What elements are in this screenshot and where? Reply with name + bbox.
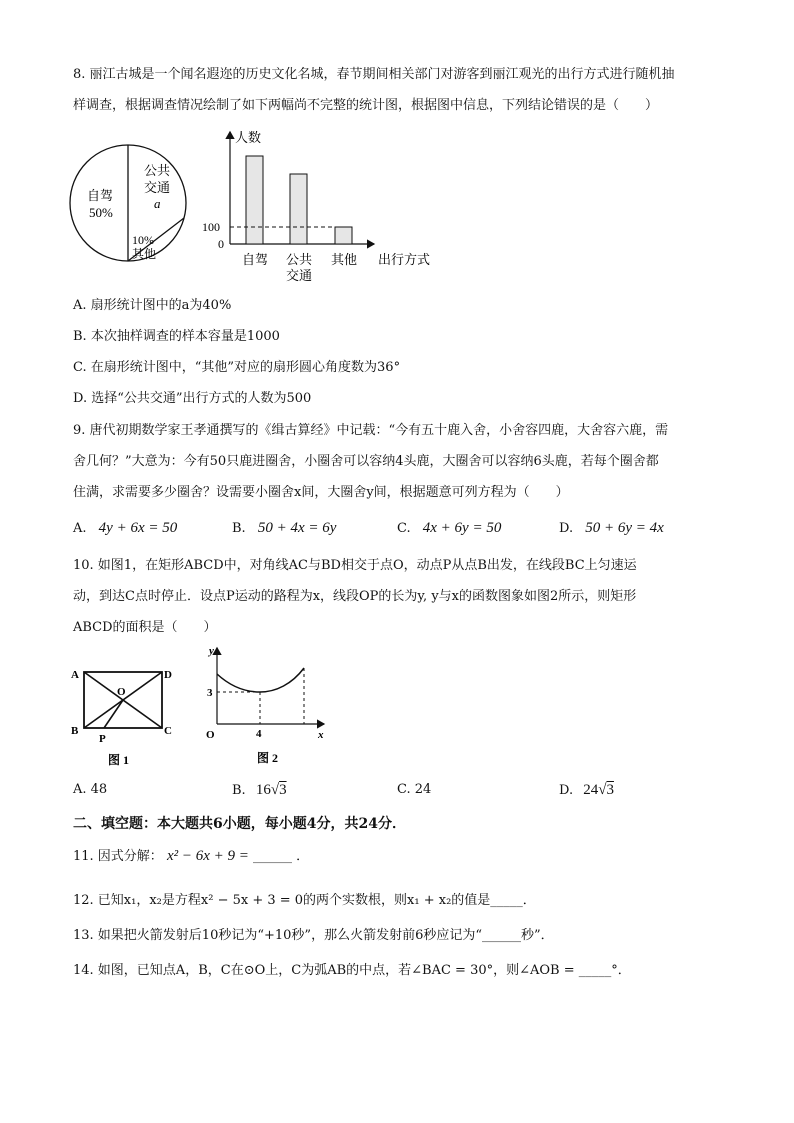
q10-option-c: C. 24 (397, 782, 432, 797)
sqrt-icon: √ (598, 782, 607, 798)
q10-option-b (232, 781, 287, 800)
q8-stem-line1: 8. 丽江古城是一个闻名遐迩的历史文化名城，春节期间相关部门对游客到丽江观光的出行方式进行随机抽 (73, 67, 675, 82)
q9-option-c (397, 519, 501, 538)
q9-option-a-label: A. (73, 521, 87, 536)
q9-option-b (232, 519, 336, 538)
q14-line: 14. 如图，已知点A，B，C在⊙O上，C为弧AB的中点，若∠BAC = 30°，则∠AOB = _____°． (73, 963, 631, 978)
q10-option-d-label: D. (559, 783, 574, 798)
q9-option-b-equation: 50 + 4x = 6y (257, 520, 337, 536)
q10-option-b-label: B. (232, 783, 246, 798)
bar-cat-other: 其他 (331, 252, 358, 267)
bar-tick-0: 0 (218, 237, 224, 251)
q12-line: 12. 已知x₁，x₂是方程x² − 5x + 3 = 0的两个实数根，则x₁ + x₂的值是_____． (73, 893, 536, 908)
fig2-caption: 图 2 (257, 751, 279, 765)
fig1-label-p: P (99, 733, 106, 745)
pie-label-other-pct: 10% (132, 233, 154, 247)
q11-expression: x² − 6x + 9 = (166, 848, 249, 864)
q9-option-d-label: D. (559, 521, 574, 536)
sqrt-icon: √ (270, 782, 280, 798)
pie-label-public-1: 公共 (144, 163, 171, 178)
q10-option-b-radicand: 3 (279, 782, 287, 798)
q9-option-a-equation: 4y + 6x = 50 (98, 520, 178, 536)
fig2-tick-3: 3 (207, 687, 213, 699)
pie-label-self-pct: 50% (89, 205, 113, 220)
q10-option-a: A. 48 (73, 782, 108, 797)
pie-label-self: 自驾 (87, 188, 114, 203)
fig2-label-y: y (209, 645, 214, 657)
q8-bar-chart (196, 126, 446, 288)
q8-option-c: C. 在扇形统计图中，“其他”对应的扇形圆心角度数为36° (73, 360, 401, 375)
bar-y-label: 人数 (235, 130, 262, 145)
fig1-label-d: D (164, 669, 172, 681)
q9-stem-line2: 舍几何？”大意为：今有50只鹿进圈舍，小圈舍可以容纳4头鹿，大圈舍可以容纳6头鹿，若每个圈舍都 (73, 454, 659, 469)
fig1-caption: 图 1 (108, 753, 130, 767)
q10-stem-line3: ABCD的面积是（ ） (73, 620, 217, 635)
q8-option-b: B. 本次抽样调查的样本容量是1000 (73, 329, 280, 344)
q8-stem-line2: 样调查，根据调查情况绘制了如下两幅尚不完整的统计图，根据图中信息，下列结论错误的是（ ） (73, 98, 659, 113)
fig1-label-c: C (164, 725, 172, 737)
q11-blank: ______ (253, 849, 293, 864)
bar-cat-self: 自驾 (242, 252, 269, 267)
q11-prefix: 11. 因式分解： (73, 849, 163, 864)
q10-option-b-value: 16 (255, 782, 271, 798)
fig1-segment-op (104, 700, 123, 728)
q10-stem-line2: 动，到达C点时停止．设点P运动的路程为x，线段OP的长为y, y与x的函数图象如图2所示，则矩形 (73, 589, 637, 604)
q8-option-a: A. 扇形统计图中的a为40% (73, 298, 232, 313)
bar-cat-public-1: 公共 (286, 252, 313, 267)
bar-other (335, 227, 352, 244)
bar-x-label: 出行方式 (378, 252, 431, 267)
q9-option-d-equation: 50 + 6y = 4x (585, 520, 664, 536)
q10-option-d-radicand: 3 (606, 782, 614, 798)
q9-option-c-equation: 4x + 6y = 50 (422, 520, 502, 536)
q13-line: 13. 如果把火箭发射后10秒记为“+10秒”，那么火箭发射前6秒应记为“______秒”． (73, 928, 554, 943)
section2-heading: 二、填空题：本大题共6小题，每小题4分，共24分． (73, 816, 406, 832)
fig1-label-b: B (71, 725, 79, 737)
q9-option-a (73, 519, 177, 538)
pie-label-public-var: a (154, 196, 161, 211)
q8-option-d: D. 选择“公共交通”出行方式的人数为500 (73, 391, 312, 406)
q9-stem-line3: 住满，求需要多少圈舍？设需要小圈舍x间，大圈舍y间，根据题意可列方程为（ ） (73, 485, 569, 500)
fig2-function-curve (217, 668, 304, 692)
q9-option-b-label: B. (232, 521, 246, 536)
bar-tick-100: 100 (202, 220, 220, 234)
q11-suffix: ． (296, 849, 310, 864)
fig2-label-o: O (206, 729, 215, 741)
q10-stem-line1: 10. 如图1，在矩形ABCD中，对角线AC与BD相交于点O，动点P从点B出发，在线段BC上匀速运 (73, 558, 637, 573)
q10-option-d (559, 781, 614, 800)
bar-cat-public-2: 交通 (286, 268, 313, 283)
pie-label-public-2: 交通 (144, 180, 171, 195)
q10-figure-2 (200, 644, 334, 770)
fig2-label-x: x (318, 729, 324, 741)
q9-option-d (559, 519, 664, 538)
q9-option-c-label: C. (397, 521, 411, 536)
q8-pie-chart (68, 140, 188, 268)
bar-self (246, 156, 263, 244)
q11-line (73, 847, 309, 866)
pie-label-other: 其他 (132, 247, 157, 261)
fig1-label-a: A (71, 669, 79, 681)
q10-option-d-value: 24 (583, 782, 599, 798)
fig2-tick-4: 4 (256, 728, 262, 740)
q9-stem-line1: 9. 唐代初期数学家王孝通撰写的《缉古算经》中记载：“今有五十鹿入舍，小舍容四鹿，大舍容六鹿，需 (73, 423, 669, 438)
q10-figure-1 (68, 662, 180, 770)
bar-public (290, 174, 307, 244)
fig1-label-o: O (117, 686, 126, 698)
